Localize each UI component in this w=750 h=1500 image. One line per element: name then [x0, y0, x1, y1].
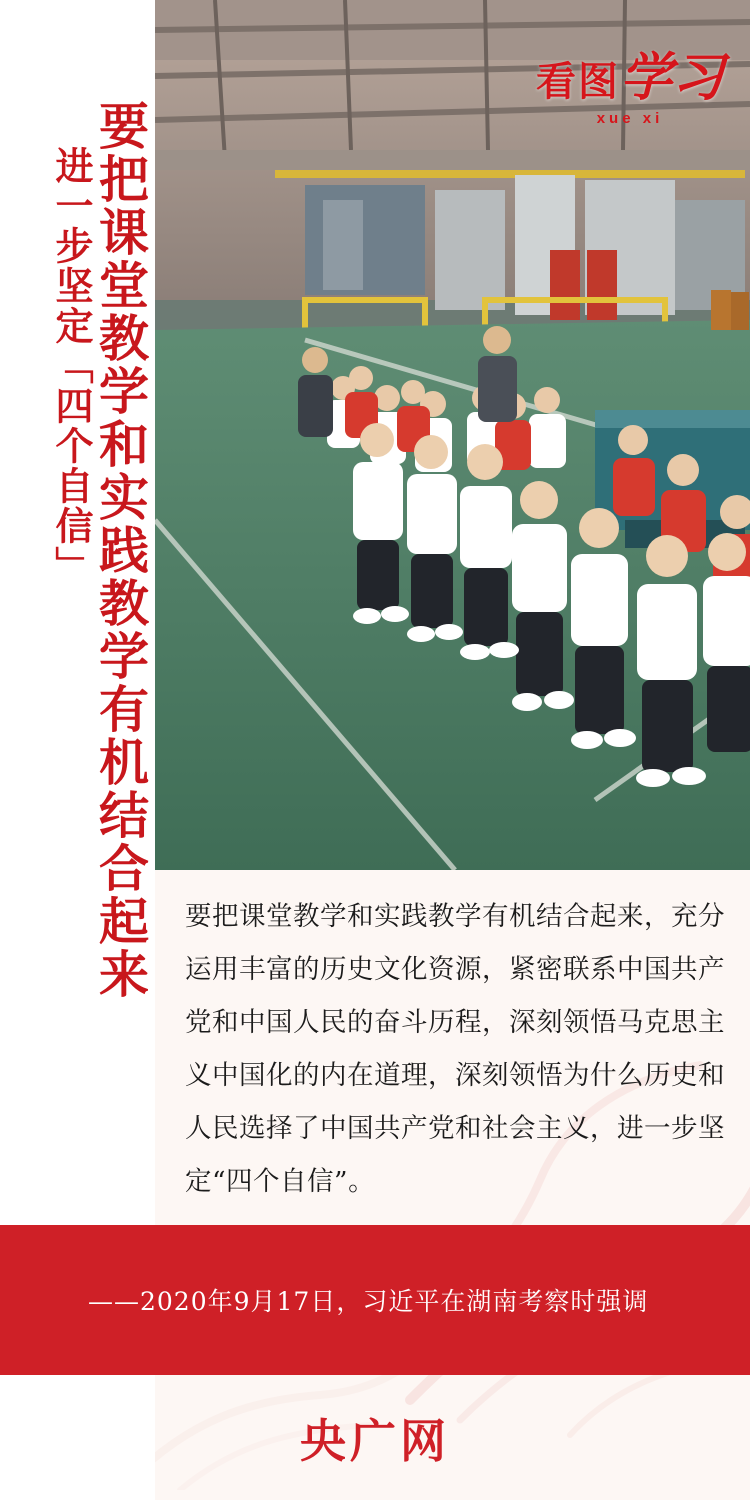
logo-text: 央广网	[300, 1413, 450, 1468]
photo-illustration	[155, 0, 750, 870]
vertical-title-group	[0, 0, 155, 1240]
source-attribution: ——2020年9月17日，习近平在湖南考察时强调	[88, 1287, 649, 1316]
badge-title	[535, 47, 724, 108]
vertical-title-sub: 进一步坚定「四个自信」	[49, 146, 94, 586]
cnr-logo	[300, 1405, 450, 1471]
source-bar	[0, 1225, 750, 1375]
photo-students-factory-visit	[155, 0, 750, 870]
badge-pinyin: xue xi	[596, 110, 664, 127]
vertical-title-main: 要把课堂教学和实践教学有机结合起来	[91, 100, 150, 1001]
badge-title-part1: 看图	[535, 58, 620, 105]
kantu-xuexi-badge	[535, 47, 724, 127]
footer	[0, 1375, 750, 1500]
quote-text: 要把课堂教学和实践教学有机结合起来，充分运用丰富的历史文化资源，紧密联系中国共产党和中国人民的奋斗历程，深刻领悟马克思主义中国化的内在道理，深刻领悟为什么历史和人民选择了中国共产党和社会主义，进一步坚定“四个自信”。	[185, 901, 725, 1197]
badge-title-part2: 学习	[619, 47, 724, 108]
